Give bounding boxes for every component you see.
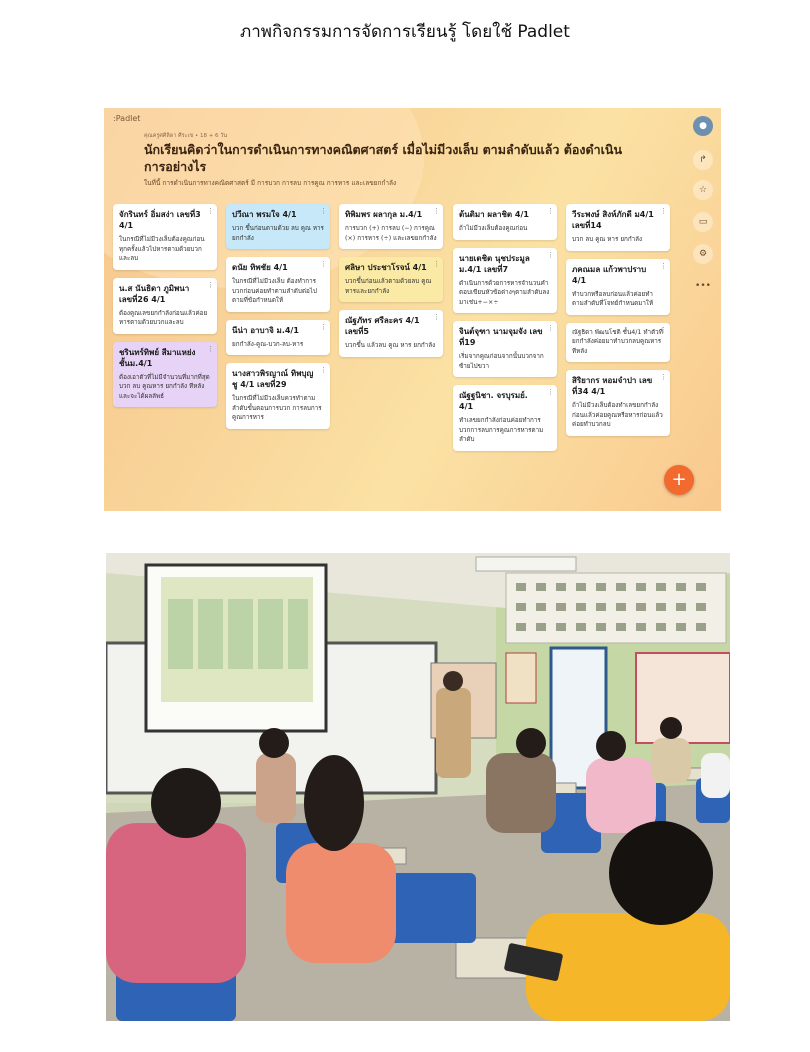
padlet-post[interactable]	[566, 370, 670, 436]
padlet-column	[113, 204, 217, 415]
post-title: ปวีณา พรมใจ 4/1	[232, 210, 297, 219]
settings-icon[interactable]: ⚙	[693, 244, 713, 264]
post-menu-icon[interactable]: ⋮	[433, 207, 440, 215]
post-title: จักรินทร์ อิ่มสง่า เลขที่3 4/1	[119, 210, 201, 230]
padlet-screenshot	[104, 108, 721, 511]
post-body: การบวก (+) การลบ (−) การคูณ (×) การหาร (÷) และเลขยกกำลัง	[345, 225, 437, 242]
star-icon[interactable]: ☆	[693, 180, 713, 200]
avatar-icon[interactable]: ●	[693, 116, 713, 136]
padlet-post[interactable]	[453, 204, 557, 240]
post-menu-icon[interactable]: ⋮	[660, 325, 667, 334]
post-menu-icon[interactable]: ⋮	[320, 366, 327, 374]
padlet-author: คุณครูศศิลิดา ศีระเข • 18 + 6 วัน	[144, 133, 228, 139]
post-menu-icon[interactable]: ⋮	[547, 207, 554, 215]
padlet-post[interactable]	[226, 320, 330, 356]
post-title: ภคณมล แก้วพาปราบ 4/1	[572, 264, 647, 285]
post-body: ถ้าไม่มีวงเล็บต้องทำเลขยกกำลังก่อนแล้วค่อยคูณหรือหารก่อนแล้วค่อยทำบวกลบ	[572, 402, 663, 428]
padlet-description: ในที่นี้ การดำเนินการทางคณิตศาสตร์ มี การบวก การลบ การคูณ การหาร และเลขยกกำลัง	[144, 179, 397, 187]
padlet-column	[566, 204, 670, 444]
padlet-post[interactable]	[339, 310, 443, 357]
post-title: ณัฐฐนิชา. จรบุรมย์. 4/1	[459, 391, 528, 411]
post-body: ทำเลขยกกำลังก่อนค่อยทำการบวกการลบการคูณการหารตามลำดับ	[459, 417, 544, 443]
post-body: ดำเนินการด้วยการหารจำนวนคำตอบเขียนหัวข้อต่างๆตามลำดับลงมาเช่น+−×÷	[459, 279, 550, 306]
post-menu-icon[interactable]: ⋮	[660, 373, 667, 381]
padlet-post[interactable]	[226, 257, 330, 312]
padlet-post[interactable]	[226, 363, 330, 429]
post-body: บวกขึ้นก่อนแล้วตามด้วยลบ คูณ หารและยกกำลัง	[345, 278, 432, 295]
post-title: นางสาวพิรญาณ์ ทิพบุญชู 4/1 เลขที่29	[232, 369, 314, 389]
post-title: ศลิษา ประชาโรจน์ 4/1	[345, 263, 427, 272]
post-body: บวก ขึ้นก่อนตามด้วย ลบ คูณ หาร ยกกำลัง	[232, 225, 324, 242]
post-title: จินต์จุฑา นามจุมจัง เลขที่19	[459, 327, 543, 347]
padlet-post[interactable]	[113, 342, 217, 408]
padlet-title: นักเรียนคิดว่าในการดำเนินการทางคณิตศาสตร์ เมื่อไม่มีวงเล็บ ตามลำดับแล้ว ต้องดำเนินการอย่างไร	[144, 142, 622, 174]
post-menu-icon[interactable]: ⋮	[320, 322, 327, 331]
page-title: ภาพกิจกรรมการจัดการเรียนรู้ โดยใช้ Padlet	[240, 22, 570, 42]
post-menu-icon[interactable]: ⋮	[660, 261, 667, 270]
post-title: ณัฐภัทร ศรีละคร 4/1 เลขที่5	[345, 316, 420, 336]
post-menu-icon[interactable]: ⋮	[207, 207, 214, 215]
slideshow-icon[interactable]: ▭	[693, 212, 713, 232]
post-body: บวก ลบ คูณ หาร ยกกำลัง	[572, 236, 643, 243]
post-menu-icon[interactable]: ⋮	[660, 207, 667, 215]
post-menu-icon[interactable]: ⋮	[320, 207, 327, 215]
post-menu-icon[interactable]: ⋮	[547, 388, 554, 396]
padlet-post[interactable]	[566, 259, 670, 315]
padlet-column	[226, 204, 330, 437]
post-menu-icon[interactable]: ⋮	[320, 260, 327, 268]
post-menu-icon[interactable]: ⋮	[207, 344, 214, 353]
post-title: วีระพงษ์ สิงห์ภักดี ม4/1 เลขที่14	[572, 210, 654, 230]
padlet-post[interactable]	[113, 204, 217, 270]
post-title: นายเตชิต นุชประมูล ม.4/1 เลขที่7	[459, 253, 530, 274]
post-menu-icon[interactable]: ⋮	[547, 250, 554, 259]
post-body: ณัฐธิดา พัฒนโชติ ชั้น4/1 ทำตัวที่ยกกำลังค่อยมาทำบวกลบคูณหารทีหลัง	[572, 328, 663, 355]
post-menu-icon[interactable]: ⋮	[433, 313, 440, 321]
post-body: ทำบวกหรือลบก่อนแล้วค่อยทำตามลำดับที่โจทย์กำหนดมาให้	[572, 290, 654, 307]
padlet-side-toolbar	[685, 108, 721, 511]
post-menu-icon[interactable]: ⋮	[433, 260, 440, 268]
share-icon[interactable]: ↱	[693, 150, 713, 170]
padlet-post[interactable]	[453, 321, 557, 377]
more-icon[interactable]: •••	[695, 281, 711, 291]
post-body: ต้องคูณเลขยกกำลังก่อนแล้วค่อยหารตามด้วยบวกและลบ	[119, 309, 208, 326]
post-menu-icon[interactable]: ⋮	[207, 280, 214, 289]
padlet-post[interactable]	[226, 204, 330, 249]
padlet-post[interactable]	[339, 204, 443, 249]
padlet-logo: :Padlet	[113, 114, 141, 123]
post-title: นีน่า อาบาจิ ม.4/1	[232, 325, 299, 335]
post-body: เริ่มจากคูณก่อนจากนั้นบวกจากซ้ายไปขวา	[459, 353, 544, 370]
post-title: ทิพิมพร ผลากุล ม.4/1	[345, 210, 423, 219]
post-title: ต้นติมา ผลาชิต 4/1	[459, 210, 529, 219]
padlet-post[interactable]	[453, 385, 557, 451]
post-body: ในกรณีที่ไม่มีวงเล็บต้องคูณก่อนทุกครั้งแล้วไปหารตามด้วยบวกและลบ	[119, 236, 205, 262]
post-body: ต้องเอาตัวที่ไม่มีจำนวนที่มากที่สุด บวก ลบ คูณหาร ยกกำลัง ทีหลัง และจะได้ผลลัพธ์	[119, 373, 210, 400]
post-title: สิริยากร หอมจำปา เลขที่34 4/1	[572, 376, 653, 396]
post-menu-icon[interactable]: ⋮	[547, 324, 554, 332]
add-post-button[interactable]: +	[664, 465, 694, 495]
post-body: ถ้าไม่มีวงเล็บต้องคูณก่อน	[459, 225, 528, 232]
post-title: น.ส นันธิดา ภูมิพนา เลขที่26 4/1	[119, 283, 190, 304]
padlet-post[interactable]	[566, 204, 670, 251]
post-body: ในกรณีที่ไม่มีวงเล็บควรทำตามลำดับขั้นตอนการบวก การลบการคูณการหาร	[232, 395, 322, 421]
padlet-column	[339, 204, 443, 365]
post-body: ยกกำลัง-คูณ-บวก-ลบ-หาร	[232, 340, 304, 348]
padlet-post[interactable]	[113, 278, 217, 334]
post-body: ในกรณีที่ไม่มีวงเล็บ ต้องทำการบวกก่อนค่อยทำตามลำดับต่อไป ตามที่ข้อกำหนดให้	[232, 278, 317, 304]
post-title: ชรินทร์ทิพย์ สีมาแหย่ง ชั้นม.4/1	[119, 347, 196, 368]
padlet-post[interactable]	[339, 257, 443, 302]
padlet-post[interactable]	[566, 323, 670, 363]
post-body: บวกขึ้น แล้วลบ คูณ หาร ยกกำลัง	[345, 342, 436, 349]
padlet-column	[453, 204, 557, 459]
padlet-post[interactable]	[453, 248, 557, 314]
classroom-photo	[106, 553, 730, 1021]
post-title: ดนัย ทิพชัย 4/1	[232, 263, 288, 272]
